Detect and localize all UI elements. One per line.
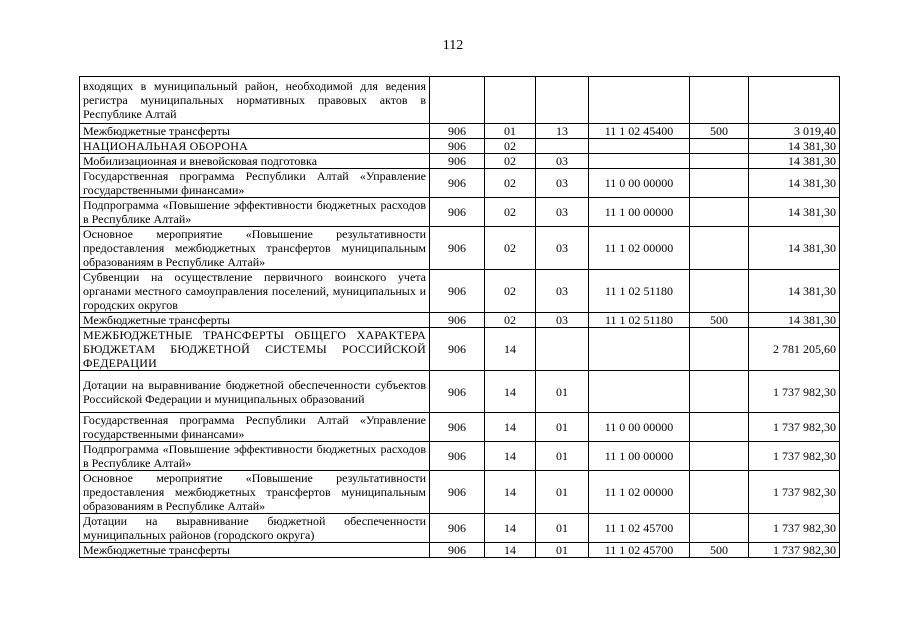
table-row [80, 169, 840, 198]
row-name-cell: Дотации на выравнивание бюджетной обеспеченности муниципальных районов (городского округа) [80, 514, 430, 543]
table-row [80, 514, 840, 543]
amount-cell: 1 737 982,30 [749, 543, 840, 558]
table-row [80, 270, 840, 313]
subsection-cell [536, 139, 589, 154]
amount-cell: 1 737 982,30 [749, 371, 840, 413]
expense-type-cell [690, 442, 749, 471]
target-article-cell [589, 77, 690, 124]
section-cell: 14 [485, 413, 536, 442]
amount-cell: 14 381,30 [749, 198, 840, 227]
section-cell: 02 [485, 154, 536, 169]
row-name-cell: Государственная программа Республики Алтай «Управление государственными финансами» [80, 169, 430, 198]
amount-cell: 1 737 982,30 [749, 442, 840, 471]
amount-cell: 1 737 982,30 [749, 471, 840, 514]
table-row [80, 471, 840, 514]
table-row [80, 139, 840, 154]
expense-type-cell [690, 270, 749, 313]
expense-type-cell [690, 154, 749, 169]
grbs-cell [430, 77, 485, 124]
amount-cell: 14 381,30 [749, 154, 840, 169]
expense-type-cell: 500 [690, 543, 749, 558]
subsection-cell: 01 [536, 371, 589, 413]
table-row [80, 227, 840, 270]
target-article-cell: 11 1 00 00000 [589, 198, 690, 227]
grbs-cell: 906 [430, 413, 485, 442]
row-name-cell: Дотации на выравнивание бюджетной обеспеченности субъектов Российской Федерации и муниципальных образований [80, 371, 430, 413]
expense-type-cell [690, 169, 749, 198]
section-cell: 02 [485, 139, 536, 154]
target-article-cell [589, 154, 690, 169]
expense-type-cell [690, 413, 749, 442]
subsection-cell: 01 [536, 514, 589, 543]
subsection-cell: 03 [536, 270, 589, 313]
grbs-cell: 906 [430, 313, 485, 328]
target-article-cell: 11 0 00 00000 [589, 413, 690, 442]
expense-type-cell [690, 471, 749, 514]
section-cell: 14 [485, 543, 536, 558]
table-row [80, 198, 840, 227]
target-article-cell: 11 1 02 45700 [589, 543, 690, 558]
target-article-cell: 11 1 02 45700 [589, 514, 690, 543]
grbs-cell: 906 [430, 154, 485, 169]
row-name-cell: Подпрограмма «Повышение эффективности бюджетных расходов в Республике Алтай» [80, 198, 430, 227]
expense-type-cell [690, 514, 749, 543]
amount-cell: 14 381,30 [749, 139, 840, 154]
expense-type-cell [690, 139, 749, 154]
row-name-cell: МЕЖБЮДЖЕТНЫЕ ТРАНСФЕРТЫ ОБЩЕГО ХАРАКТЕРА БЮДЖЕТАМ БЮДЖЕТНОЙ СИСТЕМЫ РОССИЙСКОЙ ФЕДЕРАЦИИ [80, 328, 430, 371]
target-article-cell: 11 1 02 45400 [589, 124, 690, 139]
grbs-cell: 906 [430, 227, 485, 270]
expense-type-cell: 500 [690, 124, 749, 139]
budget-table-body [80, 77, 840, 558]
page-number: 112 [442, 38, 464, 53]
grbs-cell: 906 [430, 328, 485, 371]
table-row [80, 442, 840, 471]
row-name-cell: Межбюджетные трансферты [80, 313, 430, 328]
row-name-cell: Мобилизационная и вневойсковая подготовка [80, 154, 430, 169]
grbs-cell: 906 [430, 471, 485, 514]
subsection-cell: 03 [536, 313, 589, 328]
row-name-cell: Субвенции на осуществление первичного воинского учета органами местного самоуправления поселений, муниципальных и городских округов [80, 270, 430, 313]
expense-type-cell [690, 227, 749, 270]
budget-table [79, 76, 840, 558]
row-name-cell: входящих в муниципальный район, необходимой для ведения регистра муниципальных нормативных правовых актов в Республике Алтай [80, 77, 430, 124]
section-cell: 14 [485, 471, 536, 514]
subsection-cell: 01 [536, 413, 589, 442]
target-article-cell: 11 1 02 51180 [589, 270, 690, 313]
amount-cell: 14 381,30 [749, 227, 840, 270]
expense-type-cell [690, 198, 749, 227]
table-row [80, 413, 840, 442]
row-name-cell: Основное мероприятие «Повышение результативности предоставления межбюджетных трансфертов муниципальным образованиям в Республике Алтай» [80, 227, 430, 270]
grbs-cell: 906 [430, 270, 485, 313]
target-article-cell: 11 1 02 00000 [589, 227, 690, 270]
section-cell: 14 [485, 328, 536, 371]
grbs-cell: 906 [430, 198, 485, 227]
amount-cell: 14 381,30 [749, 169, 840, 198]
expense-type-cell [690, 77, 749, 124]
subsection-cell: 03 [536, 198, 589, 227]
section-cell: 02 [485, 227, 536, 270]
row-name-cell: Межбюджетные трансферты [80, 124, 430, 139]
grbs-cell: 906 [430, 169, 485, 198]
subsection-cell: 01 [536, 543, 589, 558]
row-name-cell: Межбюджетные трансферты [80, 543, 430, 558]
target-article-cell: 11 1 02 00000 [589, 471, 690, 514]
grbs-cell: 906 [430, 543, 485, 558]
section-cell: 01 [485, 124, 536, 139]
amount-cell: 14 381,30 [749, 313, 840, 328]
subsection-cell: 03 [536, 227, 589, 270]
target-article-cell: 11 1 02 51180 [589, 313, 690, 328]
table-row [80, 371, 840, 413]
row-name-cell: Государственная программа Республики Алтай «Управление государственными финансами» [80, 413, 430, 442]
subsection-cell: 13 [536, 124, 589, 139]
amount-cell: 2 781 205,60 [749, 328, 840, 371]
subsection-cell: 01 [536, 442, 589, 471]
subsection-cell: 03 [536, 169, 589, 198]
target-article-cell [589, 139, 690, 154]
table-row [80, 154, 840, 169]
amount-cell: 1 737 982,30 [749, 413, 840, 442]
expense-type-cell [690, 328, 749, 371]
table-row [80, 77, 840, 124]
grbs-cell: 906 [430, 442, 485, 471]
section-cell: 02 [485, 270, 536, 313]
section-cell: 02 [485, 313, 536, 328]
subsection-cell: 01 [536, 471, 589, 514]
grbs-cell: 906 [430, 124, 485, 139]
target-article-cell: 11 1 00 00000 [589, 442, 690, 471]
section-cell [485, 77, 536, 124]
row-name-cell: Основное мероприятие «Повышение результативности предоставления межбюджетных трансфертов муниципальным образованиям в Республике Алтай» [80, 471, 430, 514]
grbs-cell: 906 [430, 139, 485, 154]
amount-cell: 1 737 982,30 [749, 514, 840, 543]
section-cell: 14 [485, 442, 536, 471]
grbs-cell: 906 [430, 514, 485, 543]
expense-type-cell: 500 [690, 313, 749, 328]
section-cell: 14 [485, 371, 536, 413]
subsection-cell [536, 77, 589, 124]
row-name-cell: НАЦИОНАЛЬНАЯ ОБОРОНА [80, 139, 430, 154]
target-article-cell [589, 371, 690, 413]
expense-type-cell [690, 371, 749, 413]
target-article-cell: 11 0 00 00000 [589, 169, 690, 198]
table-row [80, 124, 840, 139]
table-row [80, 328, 840, 371]
amount-cell: 14 381,30 [749, 270, 840, 313]
subsection-cell: 03 [536, 154, 589, 169]
section-cell: 02 [485, 169, 536, 198]
table-row [80, 543, 840, 558]
target-article-cell [589, 328, 690, 371]
subsection-cell [536, 328, 589, 371]
table-row [80, 313, 840, 328]
amount-cell: 3 019,40 [749, 124, 840, 139]
row-name-cell: Подпрограмма «Повышение эффективности бюджетных расходов в Республике Алтай» [80, 442, 430, 471]
section-cell: 14 [485, 514, 536, 543]
grbs-cell: 906 [430, 371, 485, 413]
section-cell: 02 [485, 198, 536, 227]
amount-cell [749, 77, 840, 124]
